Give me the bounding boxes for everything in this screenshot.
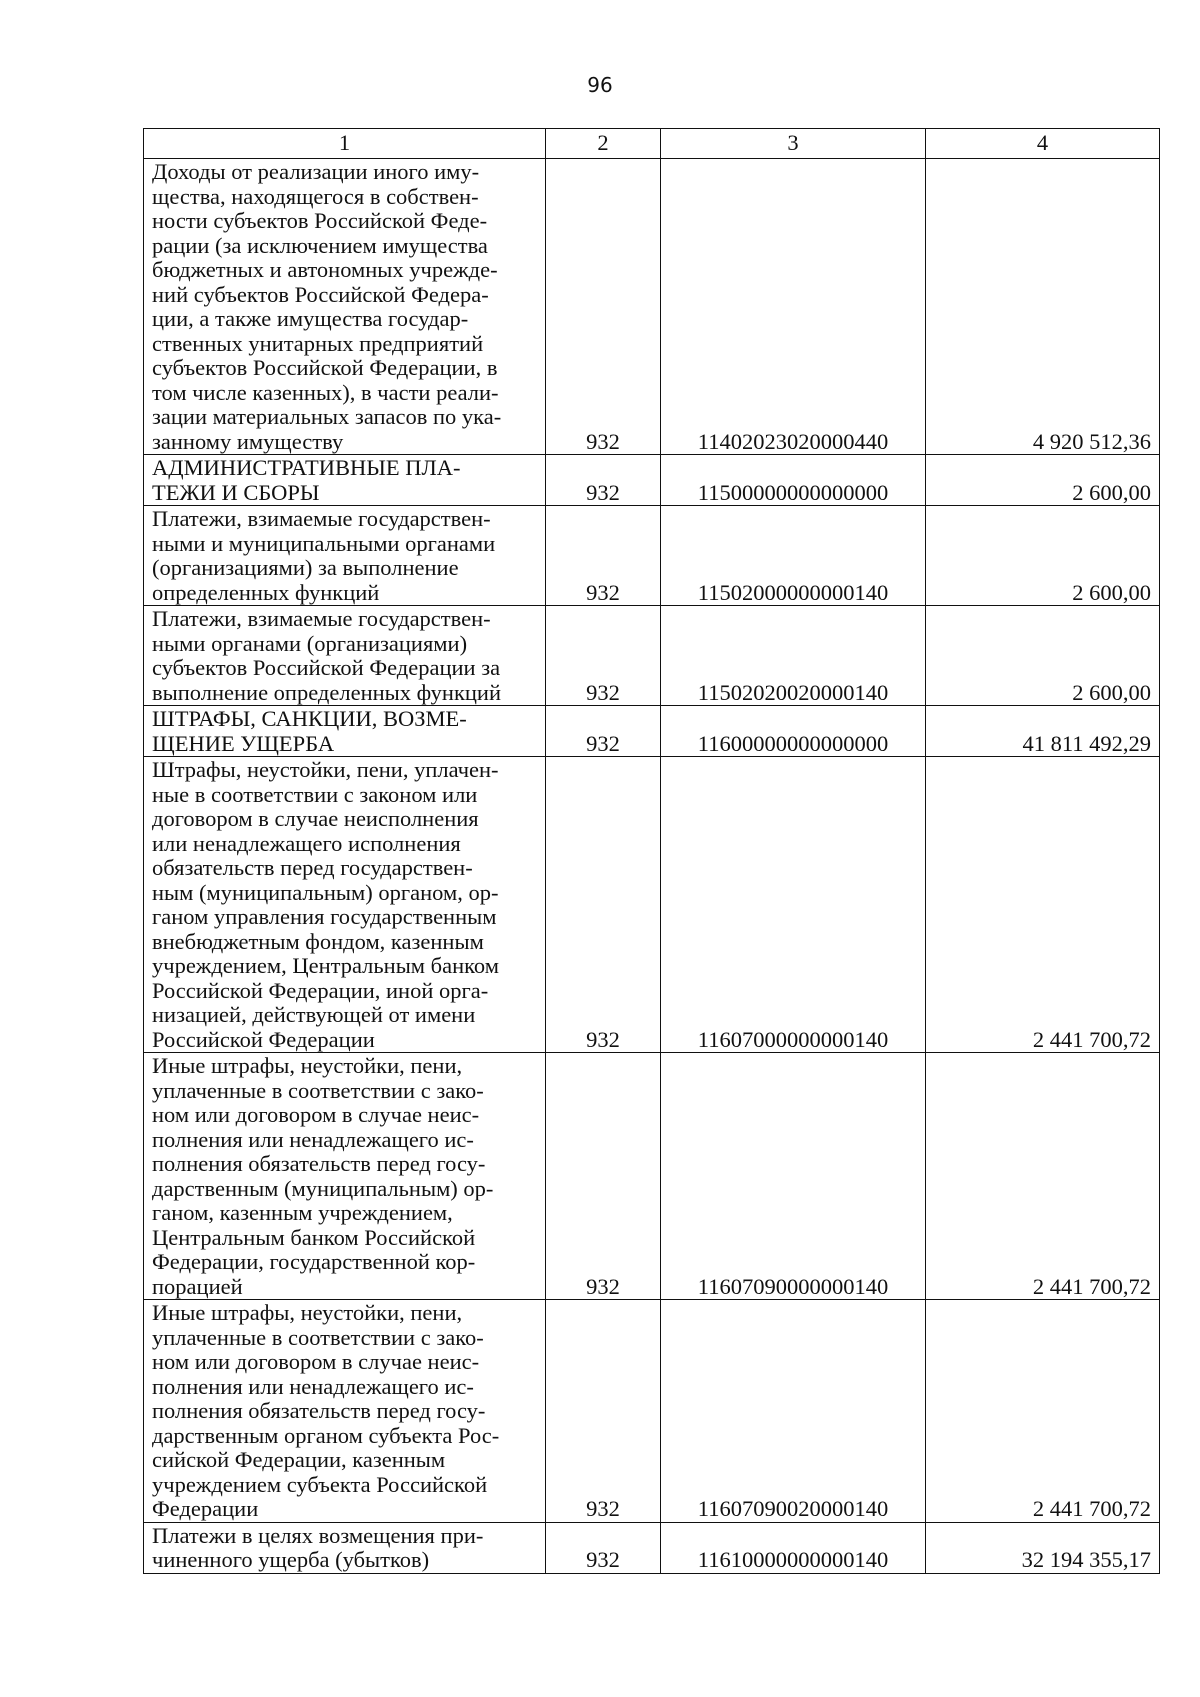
revenue-name-cell: АДМИНИСТРАТИВНЫЕ ПЛА- ТЕЖИ И СБОРЫ — [144, 455, 546, 506]
amount-cell: 2 441 700,72 — [926, 1300, 1160, 1523]
table-row — [144, 159, 1160, 455]
header-row — [144, 129, 1160, 159]
budget-code-cell: 11502020020000140 — [661, 606, 926, 706]
budget-code-cell: 11607000000000140 — [661, 757, 926, 1053]
admin-code-cell: 932 — [546, 757, 661, 1053]
amount-cell: 2 600,00 — [926, 506, 1160, 606]
column-header-1: 1 — [144, 129, 546, 159]
admin-code-cell: 932 — [546, 506, 661, 606]
amount-cell: 2 441 700,72 — [926, 757, 1160, 1053]
revenue-table — [143, 128, 1160, 1574]
admin-code-cell: 932 — [546, 1522, 661, 1573]
amount-cell: 32 194 355,17 — [926, 1522, 1160, 1573]
revenue-name-cell: Платежи, взимаемые государствен- ными органами (организациями) субъектов Российской Федерации за выполнение определенных функций — [144, 606, 546, 706]
revenue-name-cell: Платежи в целях возмещения при- чиненного ущерба (убытков) — [144, 1522, 546, 1573]
table-row — [144, 1053, 1160, 1300]
table-row — [144, 706, 1160, 757]
revenue-name-cell: Иные штрафы, неустойки, пени, уплаченные в соответствии с зако- ном или договором в случае неис- полнения или ненадлежащего ис- полнения обязательств перед госу- дарственным (муниципальным) ор- ганом, казенным учреждением, Центральным банком Российской Федерации, государственной кор- порацией — [144, 1053, 546, 1300]
amount-cell: 4 920 512,36 — [926, 159, 1160, 455]
table-row — [144, 1522, 1160, 1573]
revenue-name-cell: ШТРАФЫ, САНКЦИИ, ВОЗМЕ- ЩЕНИЕ УЩЕРБА — [144, 706, 546, 757]
admin-code-cell: 932 — [546, 606, 661, 706]
table-row — [144, 606, 1160, 706]
budget-code-cell: 11607090020000140 — [661, 1300, 926, 1523]
budget-code-cell: 11600000000000000 — [661, 706, 926, 757]
revenue-name-cell: Доходы от реализации иного иму- щества, находящегося в собствен- ности субъектов Российской Феде- рации (за исключением имущества бюджетных и автономных учрежде- ний субъектов Российской Федера- ции, а также имущества государ- ственных унитарных предприятий субъектов Российской Федерации, в том числе казенных), в части реали- зации материальных запасов по ука- занному имуществу — [144, 159, 546, 455]
admin-code-cell: 932 — [546, 1300, 661, 1523]
table-row — [144, 1300, 1160, 1523]
amount-cell: 2 600,00 — [926, 455, 1160, 506]
admin-code-cell: 932 — [546, 706, 661, 757]
budget-code-cell: 11610000000000140 — [661, 1522, 926, 1573]
admin-code-cell: 932 — [546, 1053, 661, 1300]
amount-cell: 41 811 492,29 — [926, 706, 1160, 757]
amount-cell: 2 441 700,72 — [926, 1053, 1160, 1300]
budget-code-cell: 11500000000000000 — [661, 455, 926, 506]
column-header-4: 4 — [926, 129, 1160, 159]
revenue-name-cell: Платежи, взимаемые государствен- ными и муниципальными органами (организациями) за выполнение определенных функций — [144, 506, 546, 606]
table-body — [144, 159, 1160, 1574]
page-number: 96 — [587, 73, 613, 97]
amount-cell: 2 600,00 — [926, 606, 1160, 706]
column-header-2: 2 — [546, 129, 661, 159]
budget-code-cell: 11607090000000140 — [661, 1053, 926, 1300]
admin-code-cell: 932 — [546, 455, 661, 506]
budget-code-cell: 11402023020000440 — [661, 159, 926, 455]
table-row — [144, 506, 1160, 606]
table-row — [144, 757, 1160, 1053]
admin-code-cell: 932 — [546, 159, 661, 455]
column-header-3: 3 — [661, 129, 926, 159]
revenue-name-cell: Штрафы, неустойки, пени, уплачен- ные в соответствии с законом или договором в случае неисполнения или ненадлежащего исполнения обязательств перед государствен- ным (муниципальным) органом, ор- ганом управления государственным внебюджетным фондом, казенным учреждением, Центральным банком Российской Федерации, иной орга- низацией, действующей от имени Российской Федерации — [144, 757, 546, 1053]
table-row — [144, 455, 1160, 506]
table-header — [144, 129, 1160, 159]
budget-code-cell: 11502000000000140 — [661, 506, 926, 606]
revenue-name-cell: Иные штрафы, неустойки, пени, уплаченные в соответствии с зако- ном или договором в случае неис- полнения или ненадлежащего ис- полнения обязательств перед госу- дарственным органом субъекта Рос- сийской Федерации, казенным учреждением субъекта Российской Федерации — [144, 1300, 546, 1523]
